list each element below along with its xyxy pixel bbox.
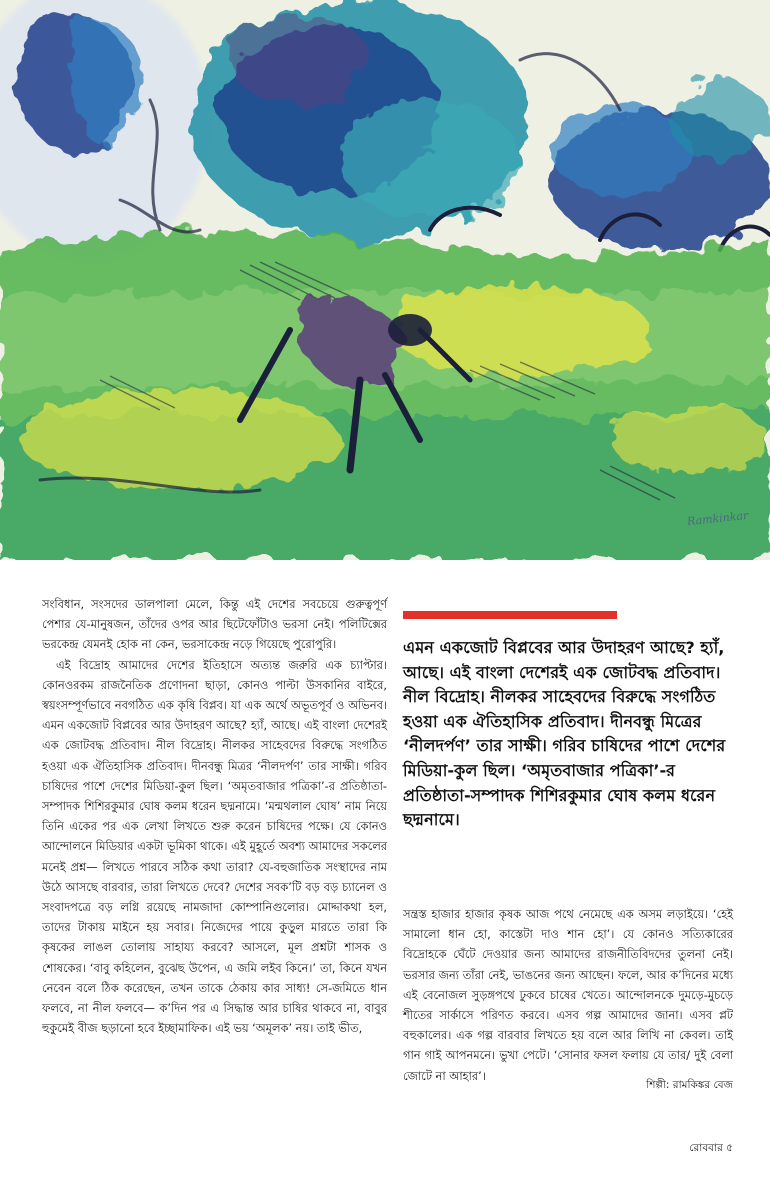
pullquote: এমন একজোট বিপ্লবের আর উদাহরণ আছে? হ্যাঁ, আছে। এই বাংলা দেশেরই এক জোটবদ্ধ প্রতিবাদ। নীল বিদ্রোহ। নীলকর সাহেবদের বিরুদ্ধে সংগঠিত হওয়া এক ঐতিহাসিক প্রতিবাদ। দীনবন্ধু মিত্রের ‘নীলদর্পণ’ তার সাক্ষী। গরিব চাষিদের পাশে দেশের মিডিয়া-কুল ছিল। ‘অমৃতবাজার পত্রিকা’-র প্রতিষ্ঠাতা-সম্পাদক শিশিরকুমার ঘোষ কলম ধরেন ছদ্মনামে। (403, 638, 726, 830)
pullquote-accent-bar (403, 611, 617, 619)
artist-signature: Ramkinkar (686, 508, 749, 529)
painting-canvas (0, 0, 770, 560)
article-right-column (403, 904, 733, 1086)
article-paragraph: সন্ত্রস্ত হাজার হাজার কৃষক আজ পথে নেমেছে এক অসম লড়াইয়ে। ‘হেই সামালো ধান হো, কাস্তেটা দাও শান হো’। যে কোনও সত্যিকারের বিদ্রোহকে ঘেঁটে দেওয়ার জন্য আমাদের রাজনীতিবিদদের তুলনা নেই। ভরসার জন্য তাঁরা নেই, ভাঙনের জন্য আছেন। ফলে, আর ক’দিনের মধ্যে এই বেনোজল সুড়ঙ্গপথে ঢুকবে চাষের খেতে। আন্দোলনকে দুমড়ে-মুচড়ে শীতের সার্কাসে পরিণত করবে। এসব গল্প আমাদের জানা। এসব প্লট বহুকালের। এক গল্প বারবার লিখতে হয় বলে আর লিখি না কেবল। তাই গান গাই আপনমনে। ভুখা পেটে। ‘সোনার ফসল ফলায় যে তার/ দুই বেলা জোটে না আহার’। (403, 907, 733, 1083)
article-left-column (42, 594, 387, 1038)
tree-canopy (190, 0, 530, 240)
page-folio: রোববার ৫ (689, 1142, 733, 1154)
article-paragraph: এই বিদ্রোহ আমাদের দেশের ইতিহাসে অত্যন্ত জরুরি এক চ্যাপ্টার। কোনওরকম রাজনৈতিক প্রণোদনা ছাড়া, কোনও পাল্টা উসকানির বাইরে, স্বয়ংসম্পূর্ণভাবে নবগঠিত এক কৃষি বিপ্লব। যা এক অর্থে অভূতপূর্ব ও অভিনব। এমন একজোট বিপ্লবের আর উদাহরণ আছে? হ্যাঁ, আছে। এই বাংলা দেশেরই এক জোটবদ্ধ প্রতিবাদ। নীল বিদ্রোহ। নীলকর সাহেবদের বিরুদ্ধে সংগঠিত হওয়া এক ঐতিহাসিক প্রতিবাদ। দীনবন্ধু মিত্রর ‘নীলদর্পণ’ তার সাক্ষী। গরিব চাষিদের পাশে দেশের মিডিয়া-কুল ছিল। ‘অমৃতবাজার পত্রিকা’-র প্রতিষ্ঠাতা-সম্পাদক শিশিরকুমার ঘোষ কলম ধরেন ছদ্মনামে। ‘মন্মথলাল ঘোষ’ নাম নিয়ে তিনি একের পর এক লেখা লিখতে শুরু করেন চাষিদের পক্ষে। যে কোনও আন্দোলনে মিডিয়ার একটা ভূমিকা থাকে। এই মুহূর্তে অবশ্য আমাদের সকলের মনেই প্রশ্ন— লিখতে পারবে সঠিক কথা তারা? যে-বহুজাতিক সংস্থাদের নাম উঠে আসছে বারবার, তারা লিখতে দেবে? দেশের সবক’টি বড় বড় চ্যানেল ও সংবাদপত্রে বড় লগ্নি রয়েছে নামজাদা কোম্পানিগুলোর। মোদ্দাকথা হল, তাদের টাকায় মাইনে হয় সবার। নিজেদের পায়ে কুড়ুল মারতে তারা কি কৃষকের লাঙল তোলায় সাহায্য করবে? আসলে, মূল প্রশ্নটা শাসক ও শোষকের। ‘বাবু কহিলেন, বুঝেছ উপেন, এ জমি লইব কিনে।’ তা, কিনে যখন নেবেন বলে ঠিক করেছেন, তখন তাকে ঠেকায় কার সাধ্য! সে-জমিতে ধান ফলবে, না নীল ফলবে— ক’দিন পর এ সিদ্ধান্ত আর চাষির থাকবে না, বাবুর হুকুমেই বীজ ছড়ানো হবে ইচ্ছামাফিক। এই ভয় ‘অমূলক’ নয়। তাই ভীত, (42, 657, 387, 1036)
article-paragraph: সংবিধান, সংসদের ডালপালা মেলে, কিন্তু এই দেশের সবচেয়ে গুরুত্বপূর্ণ পেশার যে-মানুষজন, তাঁদের ওপর আর ছিটেফোঁটাও ভরসা নেই। পলিটিক্সের ভরকেন্দ্র যেমনই হোক না কেন, ভরসাকেন্দ্র নড়ে গিয়েছে পুরোপুরি। (42, 597, 387, 652)
artist-credit: শিল্পী: রামকিঙ্কর বেজ (646, 1079, 733, 1091)
watercolor-painting (0, 0, 770, 560)
